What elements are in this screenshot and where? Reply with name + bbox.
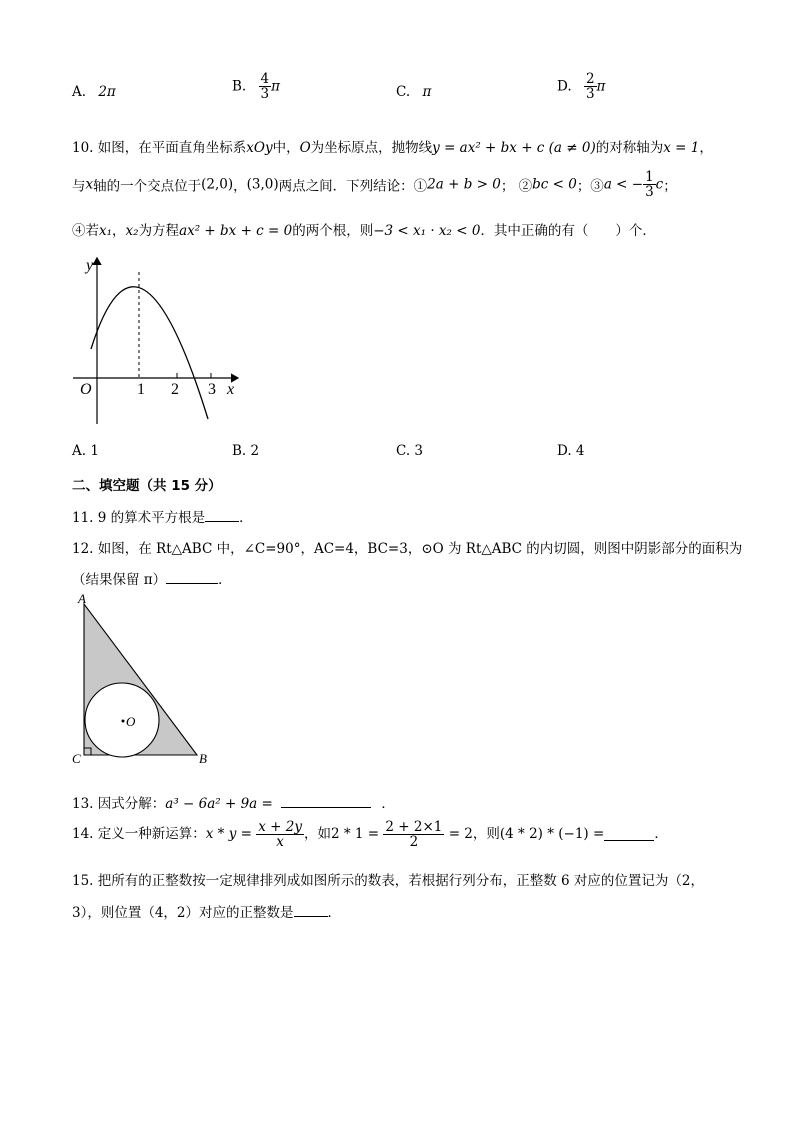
label-b: B [199,751,207,766]
q14-fraction-2-denominator: 2 [409,834,419,851]
label-c: C [72,751,81,766]
q14-fraction-1-denominator: x [276,834,284,851]
q14-mid: ，如 [303,825,331,842]
q10-line3-text-d: ．其中正确的有（ ）个． [480,223,656,239]
q10-line3 [72,219,656,239]
q10-line3-sep: ， [112,223,126,239]
q13 [72,792,395,812]
section-2-title: 二、填空题（共 15 分） [72,478,222,494]
q14-text: 14. 定义一种新运算： [72,825,206,842]
q11-end: ． [239,510,253,526]
label-o: O [126,714,136,729]
q15-line1: 15. 把所有的正整数按一定规律排列成如图所示的数表，若根据行列分布，正整数 6 对应的位置记为（2， [72,873,705,889]
q15-end: ． [327,905,342,921]
q10-conclusion-3b: c [655,176,664,193]
q10-conclusion-3a: a < − [603,176,644,193]
q14-fraction-2 [383,820,444,849]
q10-conclusion-1: 2a + b > 0 [427,176,501,193]
q14-end: ． [654,825,668,842]
q12-line2-text: （结果保留 π） [72,572,167,588]
q10-option-d: D. 4 [557,443,585,459]
q9-option-c-label: C. [396,84,411,100]
q10-axis-equation: x = 1 [663,140,700,156]
graph-origin-label: O [80,381,92,398]
q9-option-b-fraction [259,72,272,101]
graph-y-label: y [86,257,94,274]
q14-fraction-2-numerator: 2 + 2×1 [385,819,443,835]
q12-line1: 12. 如图，在 Rt△ABC 中，∠C=90°，AC=4，BC=3，⊙O 为 Rt△ABC 的内切圆，则图中阴影部分的面积为 [72,541,743,557]
q10-line2-sep: ， [233,178,247,195]
q10-c3-denominator: 3 [645,184,654,201]
q11-text: 11. 9 的算术平方根是 [72,510,206,526]
q13-text: 13. 因式分解： [72,796,166,812]
q14-then: ，则 [472,825,500,842]
q10-line2 [72,170,677,199]
q9-option-b [232,72,280,101]
q10-conclusion-3-fraction [643,170,656,199]
q14-operation: x * y = [205,825,252,842]
q10-option-b: B. 2 [232,443,260,459]
q10-line3-text-a: ④若 [72,223,99,239]
q11 [72,506,253,526]
q9-option-d [557,72,605,101]
q12-answer-blank[interactable] [166,571,218,584]
q10-line1-text-d: 的对称轴为 [595,140,664,156]
q9-option-b-label: B. [232,78,247,95]
q15-line2-text: 3），则位置（4，2）对应的正整数是 [72,905,294,921]
q10-x-var: x [85,176,94,193]
q9-option-b-denominator: 3 [260,86,270,103]
q12-line2 [72,568,232,588]
q14-fraction-1 [256,820,304,849]
q12-triangle-figure [68,590,220,770]
q14-eq2: = 2 [448,825,473,842]
graph-tick-label-3: 3 [208,381,216,398]
q10-line2-sep1: ； ② [500,178,533,195]
q10-x2: x₂ [125,223,139,239]
q9-option-d-numerator: 2 [585,71,595,87]
incircle-center-dot [122,720,125,723]
q9-option-c-value: π [422,84,432,100]
q10-point-2-0: (2,0) [201,176,234,193]
q10-option-a: A. 1 [72,443,99,459]
q10-conclusion-2: bc < 0 [532,176,577,193]
q10-line3-text-c: 的两个根，则 [292,223,374,239]
graph-tick-label-2: 2 [171,381,179,398]
q9-option-b-numerator: 4 [260,71,270,87]
q9-option-a [72,84,116,100]
q10-parabola-graph [70,252,250,428]
q10-x1: x₁ [99,223,113,239]
q14-answer-blank[interactable] [604,828,654,841]
q13-expression: a³ − 6a² + 9a = [165,796,273,812]
q11-answer-blank[interactable] [205,509,239,522]
q10-line1-text-c: 为坐标原点，抛物线 [310,140,433,156]
q10-parabola-equation: y = ax² + bx + c (a ≠ 0) [432,140,596,156]
q9-option-a-value: 2π [98,84,116,100]
q10-line2-text-c: 两点之间．下列结论：① [278,178,428,195]
q9-option-d-pi: π [596,78,606,95]
q9-option-a-label: A. [72,84,87,100]
q10-option-c: C. 3 [396,443,424,459]
q10-line1-end: ， [699,140,713,156]
q9-option-d-label: D. [557,78,572,95]
q10-line1-text-b: 中， [272,140,300,156]
q9-option-d-denominator: 3 [585,86,595,103]
q9-option-b-pi: π [271,78,280,95]
q10-line2-end: ； [663,178,677,195]
q10-line2-sep2: ；③ [576,178,604,195]
q14-fraction-1-numerator: x + 2y [258,819,302,835]
q13-end: ． [381,796,395,812]
q14-ask: (4 * 2) * (−1) = [499,825,605,842]
q10-root-product-inequality: −3 < x₁ · x₂ < 0 [373,223,481,239]
q10-point-3-0: (3,0) [246,176,279,193]
q15-answer-blank[interactable] [294,904,328,917]
q14 [72,820,668,849]
q10-line2-text-a: 与 [72,178,86,195]
parabola-curve [91,287,208,419]
q10-xoy: xOy [246,140,273,156]
q10-origin-o: O [299,140,311,156]
q9-option-d-fraction [584,72,597,101]
q13-answer-blank[interactable] [281,795,371,808]
q10-c3-numerator: 1 [645,169,654,185]
q12-end: ． [218,572,232,588]
q10-line3-text-b: 为方程 [138,223,180,239]
graph-tick-label-1: 1 [137,381,145,398]
q9-option-c [396,84,431,100]
q10-line1-text-a: 10. 如图，在平面直角坐标系 [72,140,247,156]
graph-x-label: x [227,381,235,398]
label-a: A [78,591,86,606]
q10-line1 [72,136,713,156]
q10-line2-text-b: 轴的一个交点位于 [93,178,202,195]
q14-example: 2 * 1 = [330,825,380,842]
q10-quadratic-equation: ax² + bx + c = 0 [179,223,293,239]
q15-line2 [72,901,341,921]
